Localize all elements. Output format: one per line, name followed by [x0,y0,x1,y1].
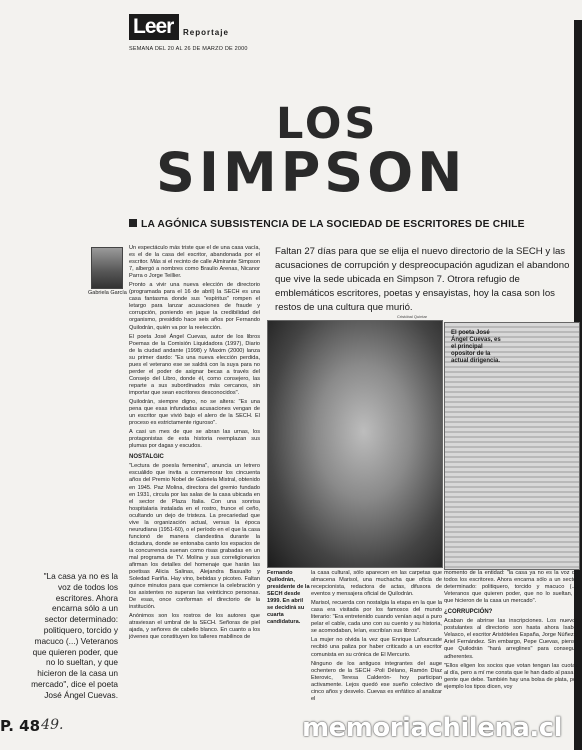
lead-paragraph: Faltan 27 días para que se elija el nuevo directorio de la SECH y las acusaciones de corrupción y despreocupación agudizan el abandono que vive la sede ubicada en Simpson 7. Otrora refugio de emblemáticos escritores, poetas y ensayistas, hoy la casa son los restos de una cultura que murió. [275,246,570,313]
page-number: P. 48 [0,717,41,735]
subheadline-text: LA AGÓNICA SUBSISTENCIA DE LA SOCIEDAD DE ESCRITORES DE CHILE [141,219,525,230]
right-subheading: ¿CORRUPCIÓN? [444,609,493,616]
headline-line1: LOS [276,99,379,149]
magazine-logo: Leer [129,14,179,40]
right-column [444,570,578,693]
paragraph: El poeta José Ángel Cuevas, autor de los libros Poemas de la Comisión Liquidadora (1997), Diario de la ciudad andante (1998) y Maxim (2000) lanza su primer dardo: "Es una nueva elección perdida, pues el veterano ese se saldrá con la suya para no perder el poder de asignar becas a través del Consejo del Libro, donde él, como consejero, las reparte a sus subordinados más cercanos, sin importar que sean escritores desconocidos". [129,333,260,396]
photo-caption-quilodran: Fernando Quilodrán, presidente de la SECH desde 1999. En abril se decidirá su cuarta candidatura. [267,570,310,625]
paragraph: Quilodrán, siempre digno, no se altera: "Es una pena que esas infundadas acusaciones vengan de un escritor que vivió bajo el alero de la SECH. El proceso es estrictamente riguroso". [129,398,260,427]
portrait-photo-quilodran [267,320,443,568]
handwritten-annotation: - 49. [32,717,64,733]
paragraph: "Lectura de poesía femenina", anuncia un letrero escuálido que invita a conmemorar los cincuenta años del Premio Nobel de Gabriela Mistral, obtenido en 1945. Paz Molina, directora del gremio fundado en 1931, circula por las salas de la casa ubicada en el sector de Plaza Italia. Con una sonrisa hospitalaria instalada en el rostro, frunce el ceño, ocultando un dejo de tristeza. La precariedad que vive la organización actual, versus la época neurudiana (1951-60), o el período en el que la casa funcionó de manera clandestina durante la dictadura, donde se entonaba canto los espacios de la concurrencia suenan como risas grabadas en un mal programa de TV. Molina y sus correligionarios afirman los detalles del homenaje que harán las poetisas Alicia Salinas, Alejandra Basualto y Soledad Fariña. Hay vino, bebidas y picoteo. Faltan quince minutos para que comience la celebración y los asistentes no superan las veinticinco personas. De esas, once conforman el directorio de la institución. [129,463,260,611]
intro-column [129,245,260,644]
watermark: memoriachilena.cl [302,713,563,743]
paragraph: Anónimos son los rostros de los autores que atraviesan el umbral de la SECH. Señoras de piel ajada, y señores de cabello blanco. En cuanto a los jóvenes que constituyen los talleres mabilinos de [129,613,260,641]
photo-credit: Cristóbal Quintar [397,314,428,319]
square-bullet-icon [129,219,137,227]
intro-subheading: NOSTALGIC [129,454,164,461]
paragraph: "Ellos eligen los socios que votan tengan las cuotas al día, pero a mí me consta que le han dado al pasa a gente que debe. También hay una bolsa de plata, por ejemplo los tipos dicen, voy [444,662,578,690]
photo-caption-cuevas: El poeta José Ángel Cuevas, es el principal opositor de la actual dirigencia. [451,330,501,364]
section-label: Reportaje [183,28,229,37]
paragraph: Pronto a vivir una nueva elección de directorio (programada para el 16 de abril) la SECH es una casa fantasma donde sus "espíritus" rompen el letargo para lanzar acusaciones de fraude y corrupción, poniendo en jaque la credibilidad del organismo, presidido hace seis años por Fernando Quilodrán, quién va por la reelección. [129,282,260,331]
paragraph: Marisol, recuerda con nostalgia la etapa en la que la casa era visitada por los famosos del mundo literario: "Era entretenido cuando venían aquí a puro pelar el cable, cada uno con su cuento y su historia, se acomodaban, leían, escribían sus libros". [311,600,442,635]
headline-line2: SIMPSON [156,141,467,204]
author-photo [91,247,123,289]
paragraph: Un espectáculo más triste que el de una casa vacía, es el de la casa del escritor, abandonada por el escritor. Más si el recinto de calle Almirante Simpson 7, albergó a nombres como Braulio Arenas, Nicanor Parra o Jorge Teillier. [129,245,260,280]
author-name: Gabriela García [88,290,127,296]
paragraph: momento de la entidad: "la casa ya no es la voz de todos los escritores. Ahora encarna sólo a un sector determinado: politiquero, torcido y macuco (...) Veteranos que quieren poder, que no lo sueltan, y que hicieron de la casa un mercado". [444,570,578,605]
paragraph: la casa cultural, sólo aparecen en las carpetas que almacena Marisol, una muchacha que oficia de recepcionista, redactora de actas, difusora de eventos y mensajera oficial de Quilodrán. [311,570,442,598]
subheadline [129,219,525,230]
paragraph: Ninguno de los antiguos integrantes del auge ochentero de la SECH -Poli Délano, Ramón Díaz Eterovic, Teresa Calderón- hoy participan activamente. Lejos quedó ese sueño colectivo de cinco años y desvelo. Cuevas es enfático al analizar el [311,660,442,702]
paragraph: A casi un mes de que se abran las urnas, los protagonistas de esta historia reemplazan sus plumas por dagas y escudos. [129,429,260,450]
middle-column [311,570,442,705]
paragraph: Acaban de abrirse las inscripciones. Los nuevos postulantes al directorio son hasta ahora Isabel Velasco, el escritor Aristóteles España, Jorge Núñez y Ariel Fernández. Sin embargo, Pepe Cuevas, piensa que Quilodrán "hará arreglines" para conseguir adherentes. [444,618,579,660]
pull-quote: "La casa ya no es la voz de todos los escritores. Ahora encarna sólo a un sector determinado: politiquero, torcido y macuco (...) Veteranos que quieren poder, que no lo sueltan, y que hicieron de la casa un mercado", dice el poeta José Ángel Cuevas. [31,571,118,700]
issue-date: SEMANA DEL 20 AL 26 DE MARZO DE 2000 [129,46,248,52]
paragraph: La mujer no olvida la vez que Enrique Lafourcade recibió una paliza por haber criticado a un escritor comunista en su crónica de El Mercurio. [311,637,442,658]
